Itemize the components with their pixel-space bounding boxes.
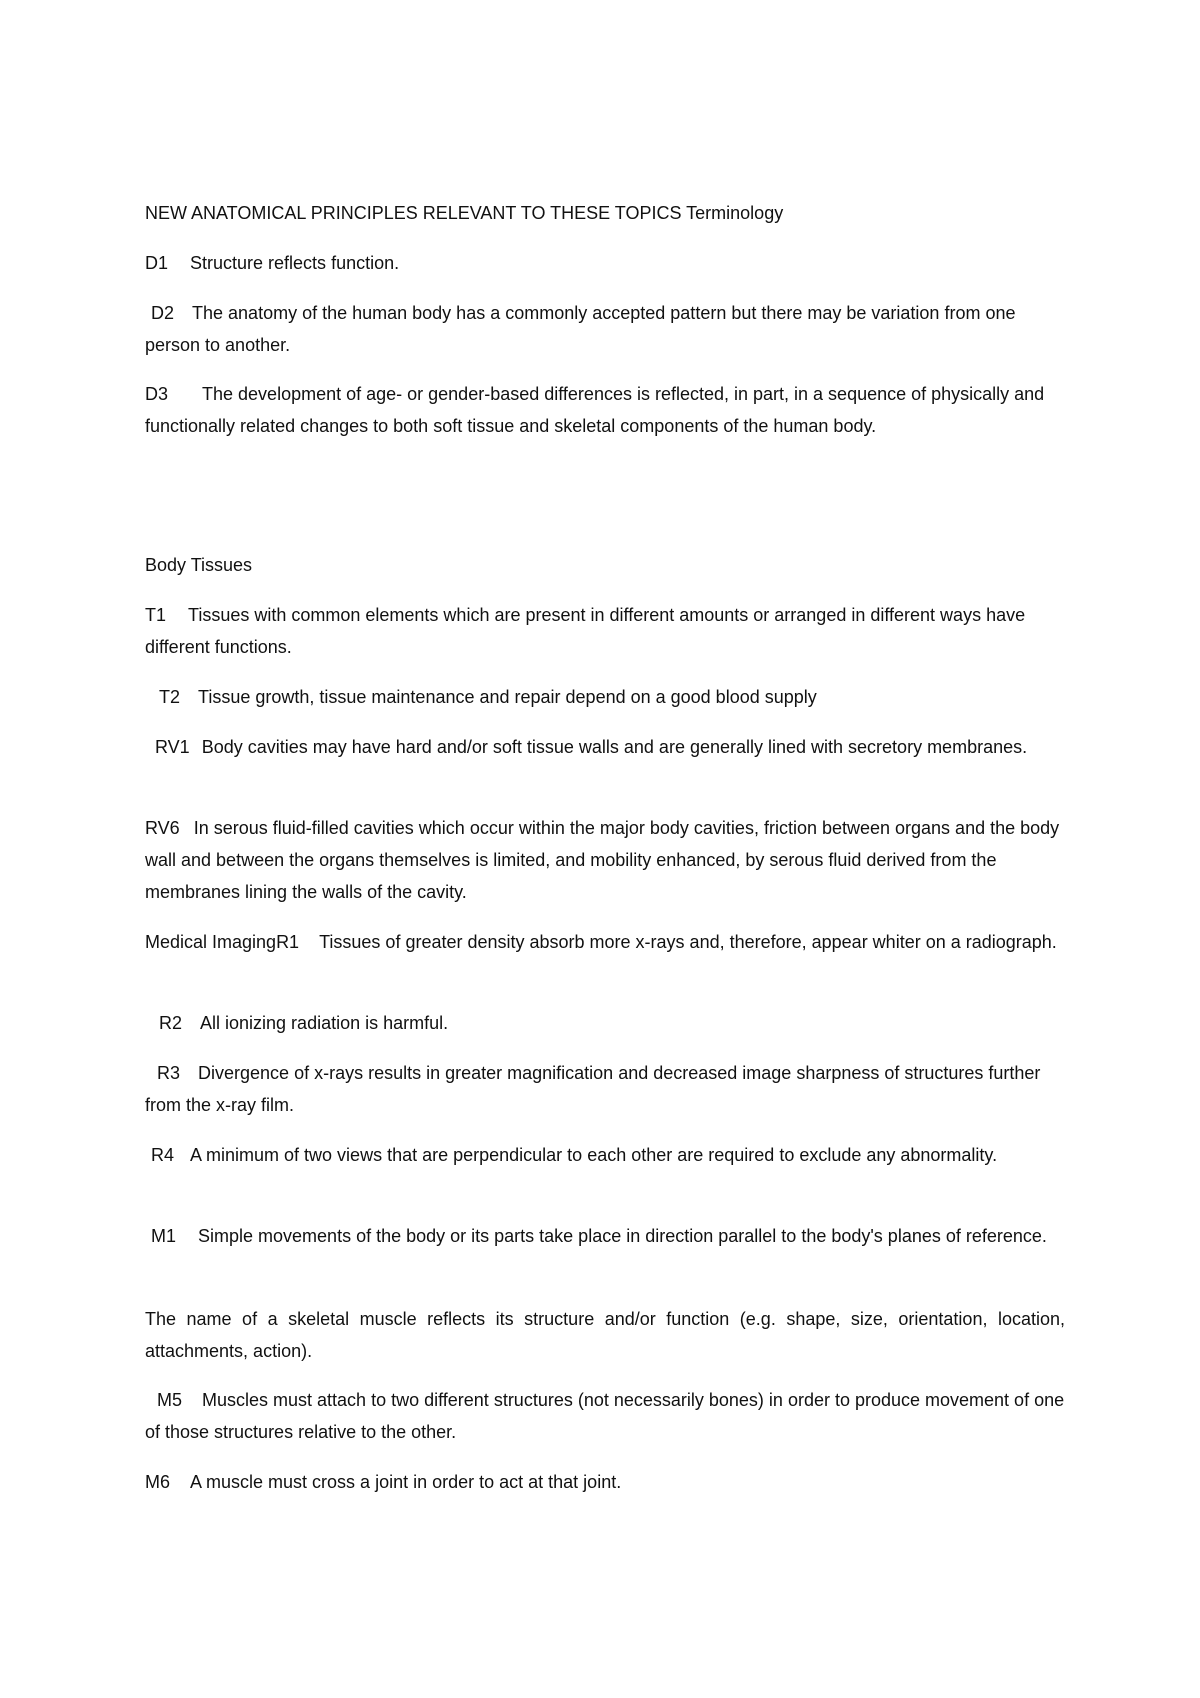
principle-rv6 bbox=[145, 812, 1065, 908]
principle-label: RV6 bbox=[145, 818, 180, 838]
principle-label: D3 bbox=[145, 384, 169, 404]
principle-label: D1 bbox=[145, 253, 169, 273]
principle-m1 bbox=[145, 1220, 1065, 1252]
principle-text: Tissue growth, tissue maintenance and repair depend on a good blood supply bbox=[198, 687, 817, 707]
principle-text: Muscles must attach to two different structures (not necessarily bones) in order to produce movement of one of those structures relative to the other. bbox=[145, 1390, 1065, 1442]
principle-text: Structure reflects function. bbox=[190, 253, 400, 273]
principle-r2 bbox=[145, 1007, 1065, 1039]
title-text: NEW ANATOMICAL PRINCIPLES RELEVANT TO THESE TOPICS Terminology bbox=[145, 203, 784, 223]
principle-text: All ionizing radiation is harmful. bbox=[200, 1013, 449, 1033]
document-title bbox=[145, 197, 1065, 229]
principle-r4 bbox=[145, 1139, 1065, 1171]
principle-text: Divergence of x-rays results in greater magnification and decreased image sharpness of structures further from the x-ray film. bbox=[145, 1063, 1041, 1115]
principle-text: Tissues with common elements which are present in different amounts or arranged in different ways have different functions. bbox=[145, 605, 1026, 657]
principle-rv1 bbox=[145, 731, 1065, 763]
section-heading-text: Body Tissues bbox=[145, 555, 253, 575]
principle-label: RV1 bbox=[155, 737, 190, 757]
principle-text: The anatomy of the human body has a commonly accepted pattern but there may be variation from one person to another. bbox=[145, 303, 1016, 355]
principle-d3 bbox=[145, 378, 1065, 442]
principle-text: The name of a skeletal muscle reflects its structure and/or function (e.g. shape, size, orientation, location, attachments, action). bbox=[145, 1309, 1065, 1361]
principle-text: The development of age- or gender-based differences is reflected, in part, in a sequence of physically and functionally related changes to both soft tissue and skeletal components of the human body. bbox=[145, 384, 1045, 436]
principle-t2 bbox=[145, 681, 1065, 713]
principle-d1 bbox=[145, 247, 1065, 279]
principle-m6 bbox=[145, 1466, 1065, 1498]
principle-label: T2 bbox=[159, 687, 181, 707]
principle-r1 bbox=[145, 926, 1065, 958]
principle-label: R4 bbox=[151, 1145, 175, 1165]
principle-text: Body cavities may have hard and/or soft tissue walls and are generally lined with secretory membranes. bbox=[201, 737, 1028, 757]
principle-label: T1 bbox=[145, 605, 167, 625]
principle-label: M5 bbox=[157, 1390, 183, 1410]
principle-label: M6 bbox=[145, 1472, 171, 1492]
principle-text: Simple movements of the body or its parts take place in direction parallel to the body's planes of reference. bbox=[198, 1226, 1047, 1246]
muscle-name-principle bbox=[145, 1303, 1065, 1367]
principle-label: M1 bbox=[151, 1226, 177, 1246]
principle-text: In serous fluid-filled cavities which occur within the major body cavities, friction between organs and the body wall and between the organs themselves is limited, and mobility enhanced, by serous fluid derived from the membranes lining the walls of the cavity. bbox=[145, 818, 1060, 902]
principle-label: R2 bbox=[159, 1013, 183, 1033]
principle-r3 bbox=[145, 1057, 1065, 1121]
principle-label: D2 bbox=[151, 303, 175, 323]
principle-t1 bbox=[145, 599, 1065, 663]
principle-text: A minimum of two views that are perpendicular to each other are required to exclude any abnormality. bbox=[190, 1145, 998, 1165]
principle-text: Tissues of greater density absorb more x-rays and, therefore, appear whiter on a radiograph. bbox=[319, 932, 1057, 952]
principle-label: Medical ImagingR1 bbox=[145, 932, 300, 952]
principle-d2 bbox=[145, 297, 1065, 361]
principle-text: A muscle must cross a joint in order to act at that joint. bbox=[190, 1472, 622, 1492]
section-heading-body-tissues bbox=[145, 549, 1065, 581]
principle-label: R3 bbox=[157, 1063, 181, 1083]
principle-m5 bbox=[145, 1384, 1065, 1448]
